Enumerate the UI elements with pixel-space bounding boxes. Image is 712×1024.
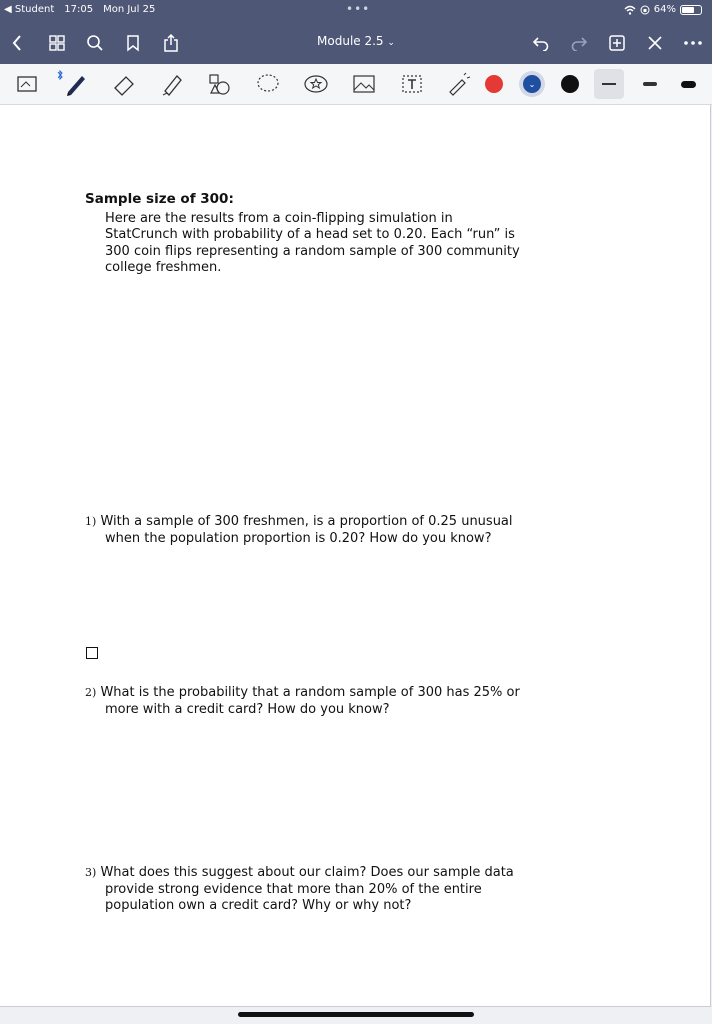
question-text: What does this suggest about our claim? Does our sample data [100, 865, 514, 880]
intro-line: StatCrunch with probability of a head set to 0.20. Each “run” is [105, 227, 515, 242]
question-text-cont: population own a credit card? Why or why not? [105, 898, 412, 913]
status-time: 17:05 [64, 4, 94, 15]
stroke-medium-option[interactable] [636, 70, 664, 98]
text-tool-icon[interactable] [398, 70, 426, 98]
question-3 [85, 865, 514, 915]
battery-percent: 64% [653, 4, 676, 15]
question-number: 3) [85, 866, 97, 879]
section-heading: Sample size of 300: [85, 191, 234, 207]
intro-section [85, 191, 520, 277]
orientation-lock-icon [640, 5, 650, 15]
more-options-icon[interactable] [682, 32, 704, 54]
document-title[interactable]: Module 2.5 ⌄ [317, 34, 395, 48]
back-app-label: Student [14, 4, 55, 15]
elements-sticker-icon[interactable] [302, 70, 330, 98]
undo-icon[interactable] [530, 32, 552, 54]
intro-line: college freshmen. [105, 260, 222, 275]
redo-icon[interactable] [568, 32, 590, 54]
status-bar [0, 0, 712, 20]
color-red-swatch[interactable] [480, 70, 508, 98]
nav-bar [0, 20, 712, 64]
wifi-icon [624, 5, 636, 15]
home-indicator[interactable] [238, 1012, 474, 1017]
question-text-cont: provide strong evidence that more than 20% of the entire [105, 881, 482, 897]
question-2 [85, 685, 520, 718]
shapes-tool-icon[interactable] [206, 70, 234, 98]
laser-pointer-icon[interactable] [444, 70, 472, 98]
question-number: 2) [85, 686, 97, 699]
lasso-tool-icon[interactable] [254, 70, 282, 98]
color-black-swatch[interactable] [556, 70, 584, 98]
read-only-mode-icon[interactable] [14, 70, 42, 98]
intro-line: Here are the results from a coin-flipping simulation in [105, 210, 453, 226]
intro-line: 300 coin flips representing a random sample of 300 community [105, 243, 520, 259]
eraser-tool-icon[interactable] [110, 70, 138, 98]
annotation-toolbar [0, 64, 712, 105]
highlighter-tool-icon[interactable] [158, 70, 186, 98]
stroke-thick-option[interactable] [674, 70, 702, 98]
add-page-icon[interactable] [606, 32, 628, 54]
multitask-dots-icon[interactable]: ••• [346, 2, 371, 16]
question-text: What is the probability that a random sample of 300 has 25% or [100, 685, 520, 700]
chevron-down-icon: ⌄ [387, 38, 395, 48]
answer-checkbox[interactable] [86, 647, 98, 659]
question-1 [85, 514, 513, 547]
intro-paragraph [85, 211, 520, 277]
question-text-cont: when the population proportion is 0.20? How do you know? [105, 530, 492, 546]
question-text: With a sample of 300 freshmen, is a proportion of 0.25 unusual [100, 514, 513, 529]
image-tool-icon[interactable] [350, 70, 378, 98]
stroke-thin-option[interactable] [594, 69, 624, 99]
battery-icon [680, 5, 702, 15]
question-number: 1) [85, 515, 97, 528]
back-to-app-link[interactable]: ◀ Student [4, 4, 55, 15]
status-date: Mon Jul 25 [103, 4, 156, 15]
close-pen-icon[interactable] [644, 32, 666, 54]
chevron-down-icon: ⌄ [523, 75, 541, 93]
color-blue-swatch[interactable] [518, 70, 546, 98]
pen-tool-icon[interactable] [62, 70, 90, 98]
question-text-cont: more with a credit card? How do you know? [105, 701, 390, 717]
document-page[interactable] [0, 105, 711, 1007]
